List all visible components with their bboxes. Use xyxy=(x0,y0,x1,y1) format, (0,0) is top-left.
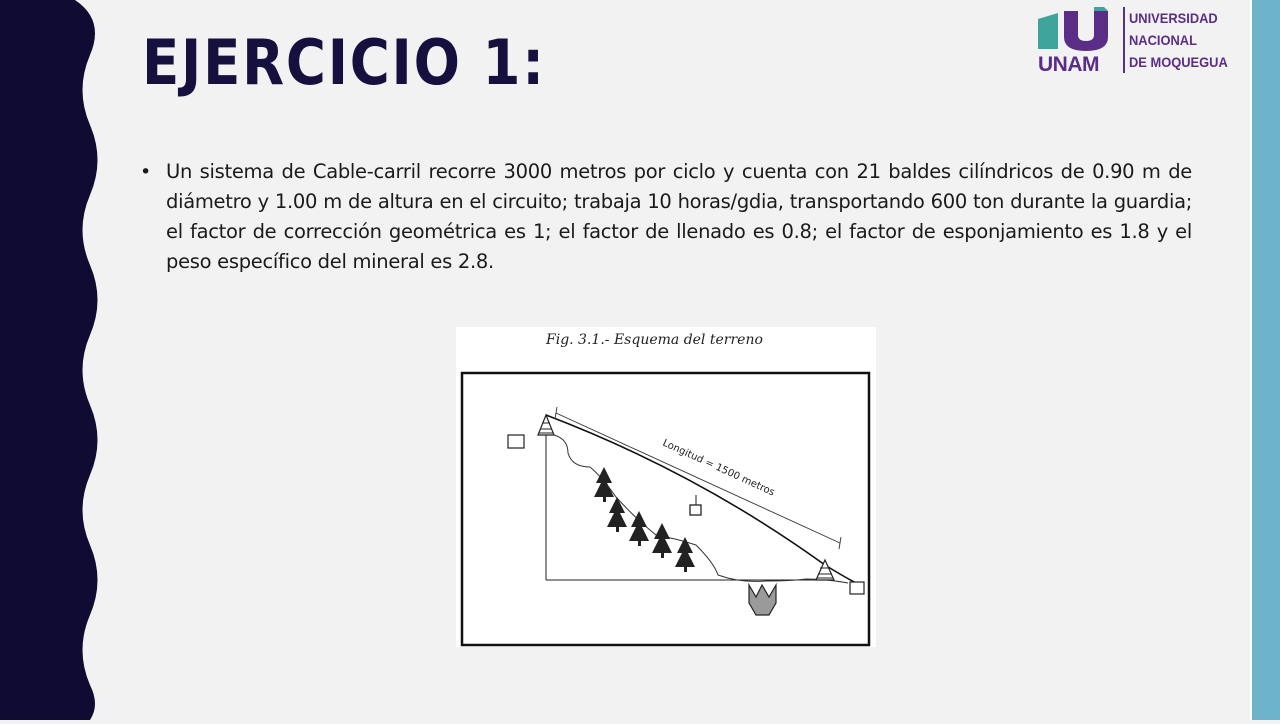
terrain-diagram xyxy=(456,327,876,647)
figure-caption: Fig. 3.1.- Esquema del terreno xyxy=(546,332,763,348)
tree-icon xyxy=(607,497,627,532)
logo-mark xyxy=(1034,5,1124,77)
terrain-figure xyxy=(456,327,876,647)
logo-abbreviation: UNAM xyxy=(1038,53,1099,76)
logo-u-icon xyxy=(1034,5,1124,55)
tree-icon xyxy=(629,511,649,546)
logo-divider xyxy=(1123,7,1125,73)
bullet-marker: • xyxy=(140,161,152,183)
lower-station-box xyxy=(850,582,864,594)
main-cable xyxy=(546,415,856,583)
bucket xyxy=(690,505,701,515)
ore-hopper-icon xyxy=(749,585,776,615)
tree-icon xyxy=(652,523,672,558)
slide-title: EJERCICIO 1: xyxy=(142,26,546,99)
wavy-band-shape xyxy=(0,0,105,720)
tree-icon xyxy=(675,537,695,572)
logo-line-3: DE MOQUEGUA xyxy=(1129,54,1228,70)
left-decorative-band xyxy=(0,0,105,720)
upper-station-box xyxy=(508,435,524,448)
logo-wordmark xyxy=(1129,7,1250,73)
tree-icon xyxy=(594,467,614,502)
figure-frame xyxy=(462,373,869,645)
logo-line-2: NACIONAL xyxy=(1129,32,1197,48)
bullet-item xyxy=(140,157,1192,277)
right-decorative-band xyxy=(1250,0,1280,720)
slide-content xyxy=(140,157,1192,277)
exercise-statement: Un sistema de Cable-carril recorre 3000 metros por ciclo y cuenta con 21 baldes cilíndricos de 0.90 m de diámetro y 1.00 m de altura en el circuito; trabaja 10 horas/gdia, transportando 600 ton durante la guardia; el factor de corrección geométrica es 1; el factor de llenado es 0.8; el factor de esponjamiento es 1.8 y el peso específico del mineral es 2.8. xyxy=(166,160,1192,273)
lower-tower-icon xyxy=(816,560,834,580)
logo-line-1: UNIVERSIDAD xyxy=(1129,10,1218,26)
university-logo xyxy=(1034,5,1250,77)
cable-length-label: Longitud = 1500 metros xyxy=(660,437,777,499)
